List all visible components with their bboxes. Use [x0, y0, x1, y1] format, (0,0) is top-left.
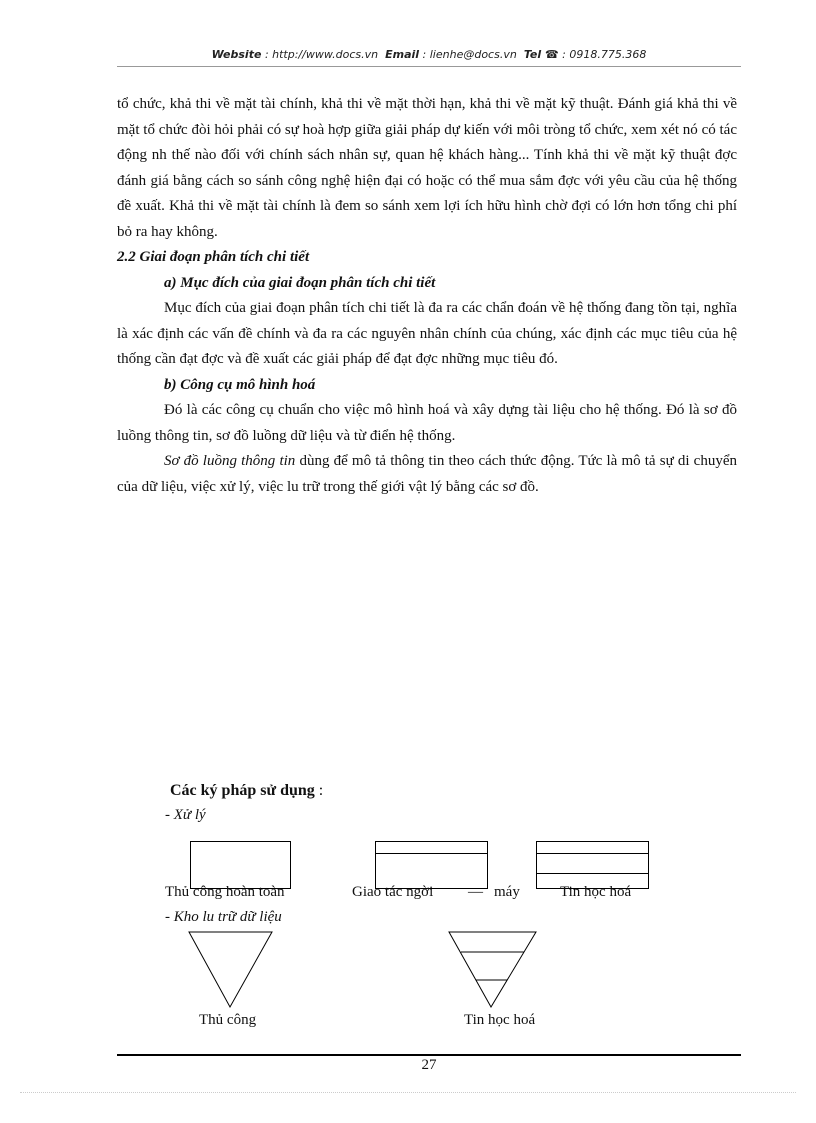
interaction-box-divider — [375, 853, 487, 854]
info-flow-term: Sơ đồ luồng thông tin — [164, 453, 296, 469]
paragraph-tools: Đó là các công cụ chuẩn cho việc mô hình hoá và xây dựng tài liệu cho hệ thống. Đó là sơ đồ luồng thông tin, sơ đồ luồng dữ liệu và từ điển hệ thống. — [117, 402, 737, 444]
footer-divider — [117, 1054, 741, 1056]
paragraph-info-flow — [117, 449, 737, 500]
page-number: 27 — [421, 1057, 437, 1073]
subheading-b: b) Công cụ mô hình hoá — [164, 376, 316, 393]
manual-storage-triangle — [188, 930, 274, 1010]
computerized-caption: Tin học hoá — [560, 884, 632, 900]
website-value: : http://www.docs.vn — [264, 48, 379, 61]
tel-value: : 0918.775.368 — [562, 48, 647, 61]
computerized-process-box — [536, 841, 649, 889]
info-flow-description: dùng để mô tả thông tin theo cách thức động. Tức là mô tả sự di chuyển của dữ liệu, việc xử lý, việc lu trữ trong thế giới vật lý bằng các sơ đồ. — [117, 453, 737, 495]
paragraph-feasibility: tổ chức, khả thi về mặt tài chính, khả thi về mặt thời hạn, khả thi về mặt kỹ thuật. Đánh giá khả thi về mặt tổ chức đòi hỏi phải có sự hoà hợp giữa giải pháp dự kiến với môi tròng tổ chức, xem xét nó có tác động nh thế nào đối với chính sách nhân sự, quan hệ khách hàng... Tính khả thi về mặt kỹ thuật đợc đánh giá bằng cách so sánh công nghệ hiện đại có hoặc có thể mua sắm đợc với yêu cầu của hệ thống đề xuất. Khả thi về mặt tài chính là đem so sánh xem lợi ích hữu hình chờ đợi có lớn hơn tổng chi phí bỏ ra hay không. — [117, 96, 737, 240]
computerized-box-divider-bottom — [536, 873, 648, 874]
page-bottom-border — [20, 1092, 796, 1093]
manual-caption: Thủ công hoàn toàn — [165, 884, 285, 900]
storage-manual-caption: Thủ công — [199, 1012, 257, 1028]
interaction-process-box — [375, 841, 488, 889]
email-value: : lienhe@docs.vn — [422, 48, 517, 61]
body-text — [117, 92, 737, 500]
subheading-a: a) Mục đích của giai đoạn phân tích chi tiết — [164, 274, 436, 291]
email-label: Email — [385, 48, 420, 61]
page-header — [117, 48, 741, 61]
section-heading-2-2: 2.2 Giai đoạn phân tích chi tiết — [117, 249, 310, 265]
computerized-box-divider-top — [536, 853, 648, 854]
website-label: Website — [211, 48, 262, 61]
processing-label: - Xử lý — [165, 807, 206, 823]
storage-label: - Kho lu trữ dữ liệu — [165, 909, 282, 925]
machine-caption: máy — [494, 884, 520, 900]
paragraph-purpose: Mục đích của giai đoạn phân tích chi tiết là đa ra các chẩn đoán về hệ thống đang tồn tại, nghĩa là xác định các vấn đề chính và đa ra các nguyên nhân chính của chúng, xác định các mục tiêu của hệ thống cần đạt đợc và đề xuất các giải pháp để đạt đợc những mục tiêu đó. — [117, 300, 737, 367]
storage-computerized-caption: Tin học hoá — [464, 1012, 536, 1028]
interaction-caption: Giao tác ngời — [352, 884, 434, 900]
interaction-dash: — — [468, 884, 483, 900]
header-divider — [117, 66, 741, 67]
manual-process-box — [190, 841, 291, 889]
notation-title: Các ký pháp sử dụng : — [170, 782, 324, 799]
tel-label: Tel ☎ — [523, 48, 559, 61]
computerized-storage-triangle — [448, 930, 538, 1010]
